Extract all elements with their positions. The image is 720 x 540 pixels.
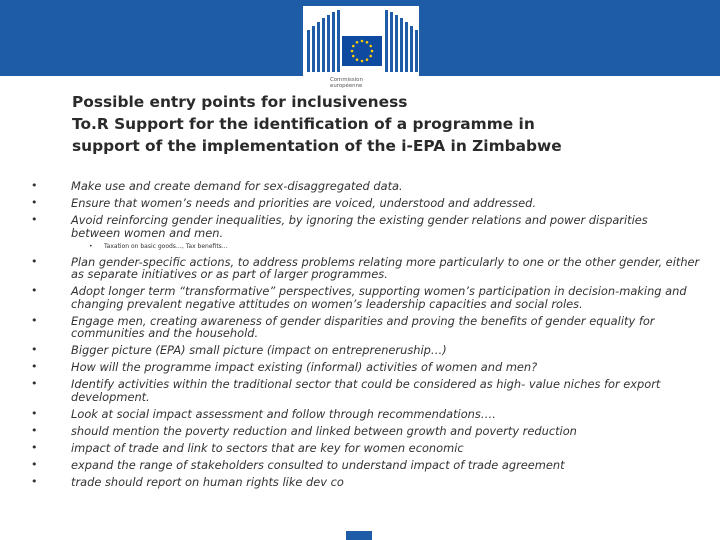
list-item-text: Adopt longer term “transformative” perspectives, supporting women’s participation in decision-making and changing prevalent negative attitudes on women’s leadership capacities and social roles.	[71, 284, 687, 311]
bullet-icon: •	[31, 360, 38, 373]
list-item	[0, 442, 700, 455]
list-item	[0, 315, 700, 340]
list-item-text: impact of trade and link to sectors that are key for women economic	[71, 440, 464, 455]
list-item-text: How will the programme impact existing (informal) activities of women and men?	[71, 360, 538, 374]
title-line-1: Possible entry points for inclusiveness	[72, 93, 408, 111]
list-item	[0, 180, 700, 193]
list-item-text: Make use and create demand for sex-disaggregated data.	[71, 179, 403, 193]
list-item-text: should mention the poverty reduction and linked between growth and poverty reduction	[71, 423, 577, 438]
bullet-icon: •	[31, 284, 38, 297]
list-item	[0, 344, 700, 357]
list-item-text: Taxation on basic goods…, Tax benefits…	[104, 242, 228, 250]
bullet-icon: •	[31, 196, 38, 209]
list-item-text: Plan gender-specific actions, to address problems relating more particularly to one or the other gender, either as separate initiatives or as part of larger programmes.	[71, 254, 700, 281]
list-item	[0, 459, 700, 472]
list-item	[0, 476, 700, 489]
list-item-text: trade should report on human rights like dev co	[71, 474, 344, 489]
bullet-icon: •	[31, 457, 38, 471]
bullet-icon: •	[31, 474, 38, 488]
title-line-2: To.R Support for the identification of a programme in	[72, 115, 535, 133]
bullet-icon: •	[31, 440, 38, 454]
list-item	[0, 425, 700, 438]
list-item-text: Engage men, creating awareness of gender disparities and proving the benefits of gender equality for communities and the household.	[71, 313, 655, 340]
list-item-text: Look at social impact assessment and follow through recommendations….	[71, 406, 496, 421]
list-item	[0, 408, 700, 421]
logo-line-2: européenne	[330, 83, 363, 89]
bullet-icon: •	[31, 313, 38, 327]
list-item	[0, 197, 700, 210]
list-item	[0, 256, 700, 281]
slide-title	[72, 91, 702, 157]
list-item-text: Avoid reinforcing gender inequalities, by ignoring the existing gender relations and power disparities between women and men.	[71, 213, 648, 240]
logo-line-1: Commission	[330, 77, 363, 83]
bullet-icon: •	[89, 242, 93, 250]
list-item-text: expand the range of stakeholders consulted to understand impact of trade agreement	[71, 457, 565, 472]
list-item-text: Identify activities within the traditional sector that could be considered as high- value niches for export development.	[71, 377, 661, 404]
list-item	[0, 361, 700, 374]
bullet-icon: •	[31, 213, 38, 226]
list-item	[0, 378, 700, 403]
bullet-icon: •	[31, 343, 38, 356]
bullet-icon: •	[31, 377, 38, 390]
list-item	[0, 214, 700, 239]
bullet-icon: •	[31, 254, 38, 268]
bullet-icon: •	[31, 423, 38, 437]
bullet-icon: •	[31, 406, 38, 420]
logo-caption	[330, 77, 374, 89]
list-item	[0, 285, 700, 310]
list-item-text: Bigger picture (EPA) small picture (impact on entrepreneruship…)	[71, 343, 447, 357]
footer-accent	[346, 531, 372, 540]
sub-list-item	[0, 243, 700, 251]
bullet-icon: •	[31, 179, 38, 192]
bullet-list	[0, 180, 700, 493]
list-item-text: Ensure that women’s needs and priorities are voiced, understood and addressed.	[71, 196, 536, 210]
title-line-3: support of the implementation of the i-EPA in Zimbabwe	[72, 137, 562, 155]
